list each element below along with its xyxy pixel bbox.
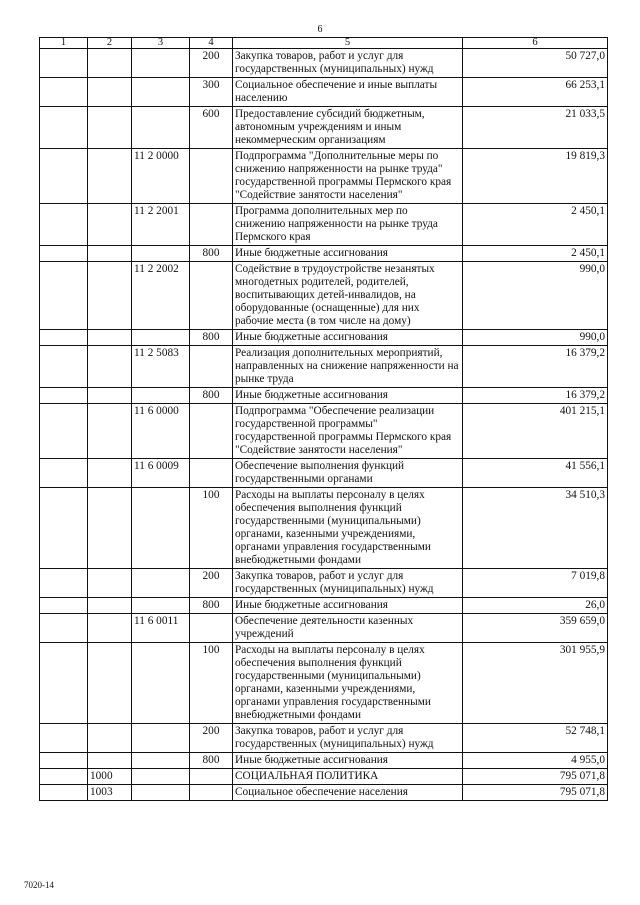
cell-c1 <box>40 204 88 246</box>
cell-c2 <box>88 598 132 614</box>
cell-c1 <box>40 246 88 262</box>
table-row <box>40 246 608 262</box>
cell-c2: 1003 <box>88 785 132 801</box>
cell-c2 <box>88 107 132 149</box>
cell-c4: 800 <box>190 753 233 769</box>
cell-c5: Обеспечение выполнения функций государственными органами <box>233 459 463 488</box>
cell-c1 <box>40 785 88 801</box>
cell-c2 <box>88 78 132 107</box>
cell-c4: 800 <box>190 598 233 614</box>
cell-c1 <box>40 346 88 388</box>
cell-c4: 100 <box>190 488 233 569</box>
table-row <box>40 488 608 569</box>
cell-c3: 11 2 0000 <box>132 149 190 204</box>
cell-c2 <box>88 388 132 404</box>
header-col-4: 4 <box>190 38 233 49</box>
cell-c3 <box>132 49 190 78</box>
cell-c6: 401 215,1 <box>463 404 608 459</box>
cell-c1 <box>40 769 88 785</box>
table-row <box>40 49 608 78</box>
cell-c6: 66 253,1 <box>463 78 608 107</box>
cell-c1 <box>40 149 88 204</box>
cell-c3 <box>132 78 190 107</box>
cell-c4 <box>190 614 233 643</box>
table-row <box>40 753 608 769</box>
cell-c6: 19 819,3 <box>463 149 608 204</box>
table-row <box>40 643 608 724</box>
cell-c3: 11 6 0011 <box>132 614 190 643</box>
cell-c3: 11 2 2001 <box>132 204 190 246</box>
cell-c2 <box>88 49 132 78</box>
cell-c3 <box>132 643 190 724</box>
cell-c2 <box>88 753 132 769</box>
cell-c3: 11 2 5083 <box>132 346 190 388</box>
cell-c4 <box>190 769 233 785</box>
cell-c5: Социальное обеспечение и иные выплаты населению <box>233 78 463 107</box>
table-row <box>40 769 608 785</box>
cell-c6: 7 019,8 <box>463 569 608 598</box>
cell-c3 <box>132 769 190 785</box>
table-row <box>40 388 608 404</box>
cell-c4: 200 <box>190 724 233 753</box>
cell-c5: Закупка товаров, работ и услуг для государственных (муниципальных) нужд <box>233 569 463 598</box>
cell-c5: Содействие в трудоустройстве незанятых многодетных родителей, родителей, воспитывающих детей-инвалидов, на оборудованные (оснащенные) для них рабочие места (в том числе на дому) <box>233 262 463 330</box>
cell-c6: 52 748,1 <box>463 724 608 753</box>
cell-c4: 600 <box>190 107 233 149</box>
cell-c2 <box>88 724 132 753</box>
cell-c5: Иные бюджетные ассигнования <box>233 330 463 346</box>
cell-c2 <box>88 149 132 204</box>
cell-c3: 11 6 0000 <box>132 404 190 459</box>
cell-c2 <box>88 330 132 346</box>
cell-c1 <box>40 107 88 149</box>
cell-c6: 2 450,1 <box>463 246 608 262</box>
cell-c3 <box>132 388 190 404</box>
cell-c4: 200 <box>190 49 233 78</box>
cell-c5: Иные бюджетные ассигнования <box>233 388 463 404</box>
cell-c6: 990,0 <box>463 262 608 330</box>
cell-c4 <box>190 404 233 459</box>
cell-c2 <box>88 404 132 459</box>
cell-c6: 26,0 <box>463 598 608 614</box>
cell-c1 <box>40 388 88 404</box>
cell-c1 <box>40 643 88 724</box>
header-col-1: 1 <box>40 38 88 49</box>
header-col-6: 6 <box>463 38 608 49</box>
cell-c1 <box>40 78 88 107</box>
cell-c4 <box>190 149 233 204</box>
cell-c5: Подпрограмма "Дополнительные меры по снижению напряженности на рынке труда" государственной программы Пермского края "Содействие занятости населения" <box>233 149 463 204</box>
cell-c2 <box>88 459 132 488</box>
cell-c4 <box>190 459 233 488</box>
cell-c4 <box>190 262 233 330</box>
table-header-row <box>40 38 608 49</box>
cell-c1 <box>40 404 88 459</box>
cell-c4: 800 <box>190 330 233 346</box>
cell-c1 <box>40 49 88 78</box>
table-row <box>40 459 608 488</box>
table-row <box>40 404 608 459</box>
cell-c5: Социальное обеспечение населения <box>233 785 463 801</box>
table-row <box>40 330 608 346</box>
cell-c5: Реализация дополнительных мероприятий, направленных на снижение напряженности на рынке труда <box>233 346 463 388</box>
cell-c1 <box>40 262 88 330</box>
cell-c2: 1000 <box>88 769 132 785</box>
table-row <box>40 614 608 643</box>
cell-c4 <box>190 785 233 801</box>
cell-c4: 800 <box>190 246 233 262</box>
budget-table <box>39 37 608 801</box>
cell-c1 <box>40 488 88 569</box>
cell-c2 <box>88 246 132 262</box>
table-row <box>40 724 608 753</box>
table-row <box>40 785 608 801</box>
cell-c5: Расходы на выплаты персоналу в целях обеспечения выполнения функций государственными (муниципальными) органами, казенными учреждениями, органами управления государственными внебюджетными фондами <box>233 488 463 569</box>
cell-c6: 21 033,5 <box>463 107 608 149</box>
cell-c2 <box>88 569 132 598</box>
cell-c3 <box>132 753 190 769</box>
cell-c3 <box>132 569 190 598</box>
cell-c3: 11 6 0009 <box>132 459 190 488</box>
cell-c3 <box>132 724 190 753</box>
table-row <box>40 204 608 246</box>
cell-c1 <box>40 598 88 614</box>
cell-c6: 41 556,1 <box>463 459 608 488</box>
cell-c6: 34 510,3 <box>463 488 608 569</box>
cell-c3 <box>132 598 190 614</box>
cell-c3 <box>132 785 190 801</box>
cell-c5: Предоставление субсидий бюджетным, автономным учреждениям и иным некоммерческим организациям <box>233 107 463 149</box>
cell-c4 <box>190 346 233 388</box>
table-row <box>40 107 608 149</box>
cell-c2 <box>88 614 132 643</box>
cell-c2 <box>88 643 132 724</box>
cell-c6: 301 955,9 <box>463 643 608 724</box>
cell-c6: 990,0 <box>463 330 608 346</box>
table-row <box>40 569 608 598</box>
table-row <box>40 262 608 330</box>
cell-c1 <box>40 614 88 643</box>
cell-c3: 11 2 2002 <box>132 262 190 330</box>
cell-c5: Обеспечение деятельности казенных учреждений <box>233 614 463 643</box>
cell-c3 <box>132 330 190 346</box>
cell-c1 <box>40 459 88 488</box>
cell-c6: 4 955,0 <box>463 753 608 769</box>
cell-c6: 2 450,1 <box>463 204 608 246</box>
cell-c4: 800 <box>190 388 233 404</box>
cell-c6: 359 659,0 <box>463 614 608 643</box>
footer-code: 7020-14 <box>24 880 54 890</box>
page-number: 6 <box>317 24 323 35</box>
cell-c3 <box>132 107 190 149</box>
cell-c3 <box>132 488 190 569</box>
cell-c6: 795 071,8 <box>463 769 608 785</box>
cell-c6: 16 379,2 <box>463 346 608 388</box>
cell-c6: 795 071,8 <box>463 785 608 801</box>
cell-c5: Расходы на выплаты персоналу в целях обеспечения выполнения функций государственными (муниципальными) органами, казенными учреждениями, органами управления государственными внебюджетными фондами <box>233 643 463 724</box>
table-row <box>40 149 608 204</box>
cell-c1 <box>40 724 88 753</box>
table-row <box>40 78 608 107</box>
cell-c4 <box>190 204 233 246</box>
cell-c5: Иные бюджетные ассигнования <box>233 753 463 769</box>
cell-c2 <box>88 346 132 388</box>
cell-c1 <box>40 753 88 769</box>
cell-c5: СОЦИАЛЬНАЯ ПОЛИТИКА <box>233 769 463 785</box>
cell-c2 <box>88 488 132 569</box>
cell-c5: Программа дополнительных мер по снижению напряженности на рынке труда Пермского края <box>233 204 463 246</box>
cell-c1 <box>40 569 88 598</box>
cell-c2 <box>88 262 132 330</box>
header-col-5: 5 <box>233 38 463 49</box>
table-row <box>40 346 608 388</box>
cell-c5: Иные бюджетные ассигнования <box>233 246 463 262</box>
cell-c5: Подпрограмма "Обеспечение реализации государственной программы" государственной программы Пермского края "Содействие занятости населения" <box>233 404 463 459</box>
cell-c6: 50 727,0 <box>463 49 608 78</box>
header-col-3: 3 <box>132 38 190 49</box>
cell-c3 <box>132 246 190 262</box>
cell-c5: Иные бюджетные ассигнования <box>233 598 463 614</box>
cell-c4: 300 <box>190 78 233 107</box>
cell-c5: Закупка товаров, работ и услуг для государственных (муниципальных) нужд <box>233 724 463 753</box>
header-col-2: 2 <box>88 38 132 49</box>
cell-c6: 16 379,2 <box>463 388 608 404</box>
cell-c1 <box>40 330 88 346</box>
cell-c4: 200 <box>190 569 233 598</box>
cell-c4: 100 <box>190 643 233 724</box>
cell-c5: Закупка товаров, работ и услуг для государственных (муниципальных) нужд <box>233 49 463 78</box>
table-row <box>40 598 608 614</box>
cell-c2 <box>88 204 132 246</box>
